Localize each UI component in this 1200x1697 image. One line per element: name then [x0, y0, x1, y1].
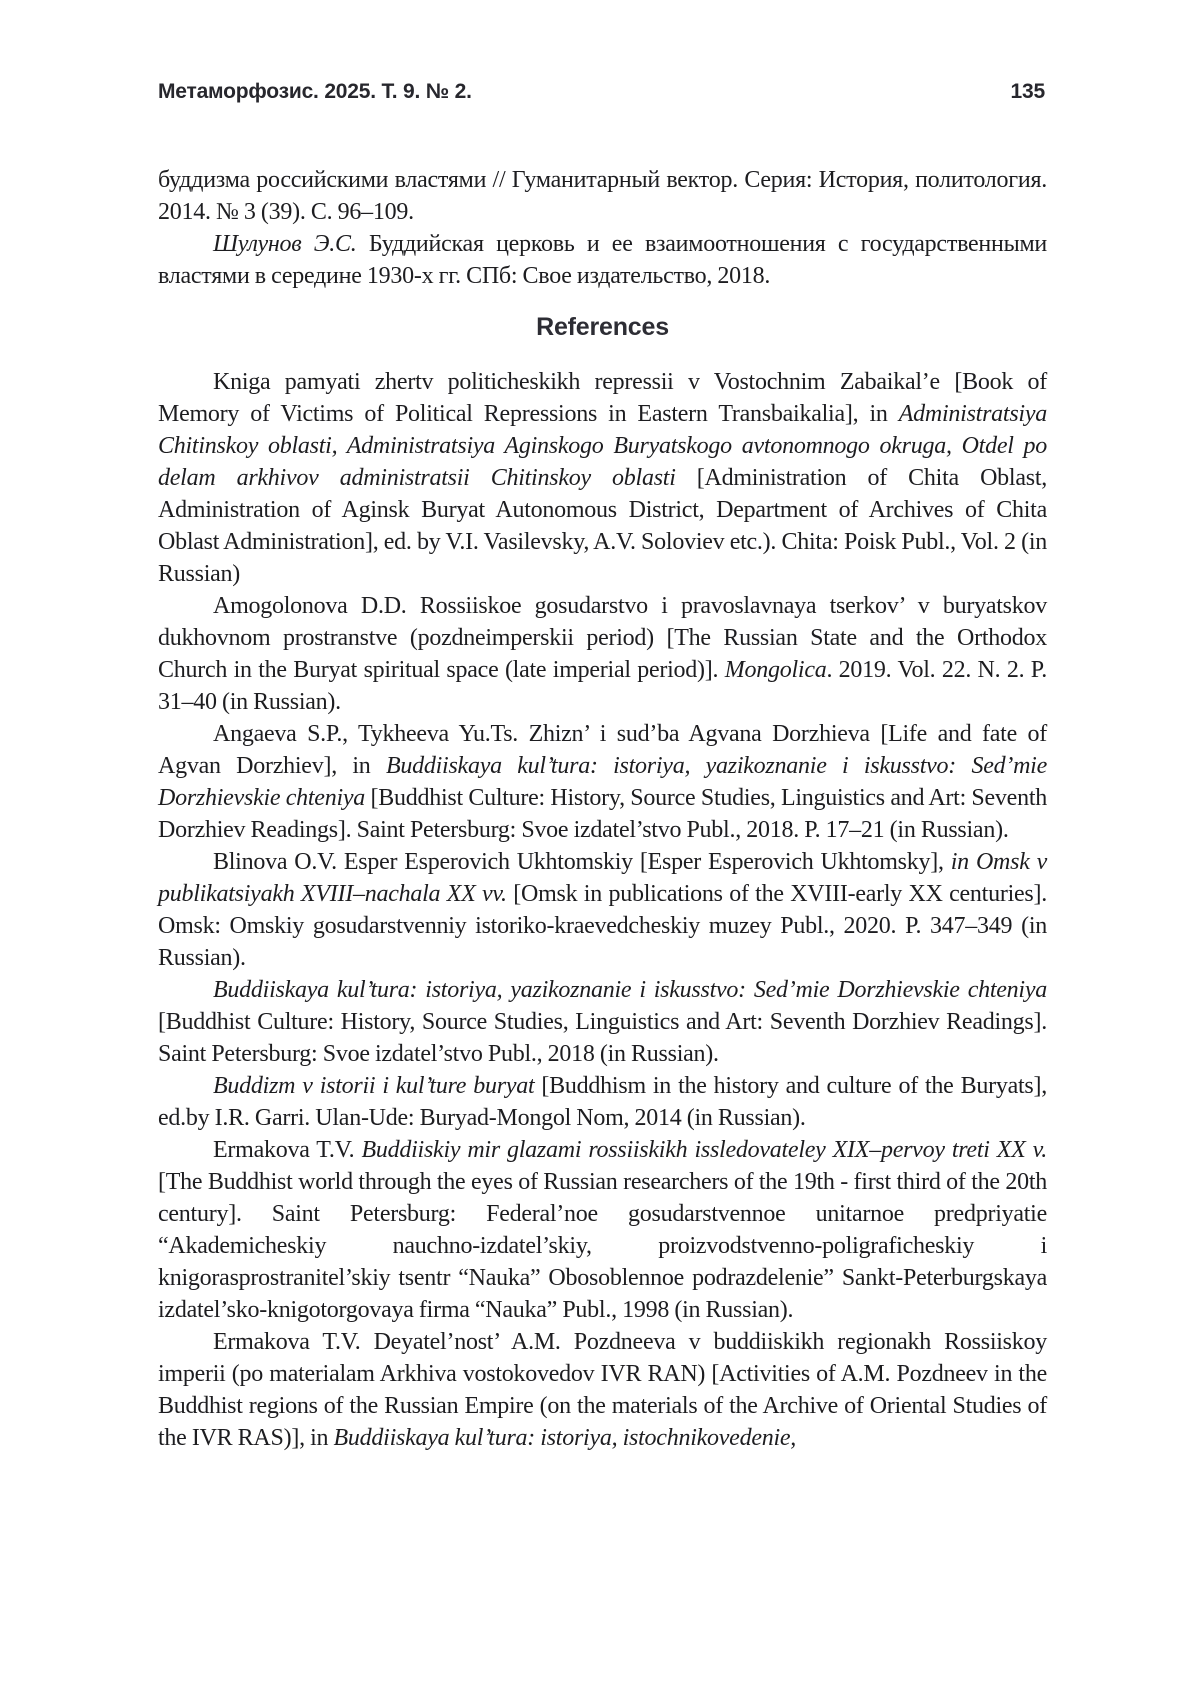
text-segment: буддизма российскими властями // Гуманитарный вектор. Серия: История, политология. 2014. № 3 (39). С. 96–109. [158, 167, 1047, 225]
reference-paragraph [158, 366, 1047, 590]
text-segment: [Buddhism in the history and culture of the Buryats], ed.by I.R. Garri. Ulan-Ude: Buryad-Mongol Nom, 2014 (in Russian). [158, 1073, 1047, 1131]
running-header [158, 80, 1045, 104]
text-segment: Шулунов Э.С. [213, 231, 357, 257]
reference-paragraph [158, 718, 1047, 846]
text-segment: [The Buddhist world through the eyes of Russian researchers of the 19th - first third of the 20th century]. Saint Petersburg: Federal’noe gosudarstvennoe unitarnoe predpriyatie “Akademicheskiy nauchno-izdatel’skiy, proizvodstvenno-poligraficheskiy i knigorasprostranitel’skiy tsentr “Nauka” Obosoblennoe podrazdelenie” Sankt-Peterburgskaya izdatel’sko-knigotorgovaya firma “Nauka” Publ., 1998 (in Russian). [158, 1169, 1047, 1323]
text-segment: Ermakova T.V. [213, 1137, 362, 1163]
text-segment: [Administration of Chita Oblast, Administration of Aginsk Buryat Autonomous District, Department of Archives of Chita Oblast Administration], ed. by V.I. Vasilevsky, A.V. Soloviev etc.). Chita: Poisk Publ., Vol. 2 (in Russian) [158, 465, 1047, 587]
text-segment: Angaeva S.P., Tykheeva Yu.Ts. Zhizn’ i sud’ba Agvana Dorzhieva [Life and fate of Agvan Dorzhiev], in [158, 721, 1047, 779]
russian-reference-paragraph [158, 228, 1047, 292]
text-segment: Buddiiskaya kul’tura: istoriya, yazikoznanie i iskusstvo: Sed’mie Dorzhievskie chteniya [158, 753, 1047, 811]
text-segment: Amogolonova D.D. Rossiiskoe gosudarstvo i pravoslavnaya tserkov’ v buryatskov dukhovnom prostranstve (pozdneimperskii period) [The Russian State and the Orthodox Church in the Buryat spiritual space (late imperial period)]. [158, 593, 1047, 683]
text-segment: . 2019. Vol. 22. N. 2. P. 31–40 (in Russian). [158, 657, 1047, 715]
text-segment: [Buddhist Culture: History, Source Studies, Linguistics and Art: Seventh Dorzhiev Readings]. Saint Petersburg: Svoe izdatel’stvo Publ., 2018. P. 17–21 (in Russian). [158, 785, 1047, 843]
text-segment: Buddiiskaya kul’tura: istoriya, istochnikovedenie, [333, 1425, 797, 1451]
reference-paragraph [158, 974, 1047, 1070]
russian-references-block [158, 164, 1047, 292]
reference-paragraph [158, 1070, 1047, 1134]
reference-paragraph [158, 1134, 1047, 1326]
text-segment: Buddiiskiy mir glazami rossiiskikh issledovateley XIX–pervoy treti XX v. [361, 1137, 1048, 1163]
text-segment: Ermakova T.V. Deyatel’nost’ A.M. Pozdneeva v buddiiskikh regionakh Rossiiskoy imperii (po materialam Arkhiva vostokovedov IVR RAN) [Activities of A.M. Pozdneev in the Buddhist regions of the Russian Empire (on the materials of the Archive of Oriental Studies of the IVR RAS)], in [158, 1329, 1047, 1451]
text-segment: Buddizm v istorii i kul’ture buryat [213, 1073, 535, 1099]
text-segment: Mongolica [724, 657, 827, 683]
text-segment: Kniga pamyati zhertv politicheskikh repressii v Vostochnim Zabaikal’e [Book of Memory of Victims of Political Repressions in Eastern Transbaikalia], in [158, 369, 1047, 427]
references-block [158, 366, 1047, 1454]
text-segment: Буддийская церковь и ее взаимоотношения с государственными властями в середине 1930-х гг. СПб: Свое издательство, 2018. [158, 231, 1048, 289]
reference-paragraph [158, 846, 1047, 974]
references-heading: References [536, 313, 669, 341]
text-segment: in Omsk v publikatsiyakh XVIII–nachala XX vv. [158, 849, 1048, 907]
text-segment: [Omsk in publications of the XVIII-early XX centuries]. Omsk: Omskiy gosudarstvenniy istoriko-kraevedcheskiy muzey Publ., 2020. P. 347–349 (in Russian). [158, 881, 1047, 971]
text-segment: Administratsiya Chitinskoy oblasti, Administratsiya Aginskogo Buryatskogo avtonomnogo okruga, Otdel po delam arkhivov administratsii Chitinskoy oblasti [158, 401, 1047, 491]
journal-citation: Метаморфозис. 2025. Т. 9. № 2. [158, 80, 472, 103]
text-segment: Buddiiskaya kul’tura: istoriya, yazikoznanie i iskusstvo: Sed’mie Dorzhievskie chteniya [213, 977, 1047, 1003]
reference-paragraph [158, 590, 1047, 718]
page-body [158, 164, 1047, 1454]
reference-paragraph [158, 1326, 1047, 1454]
page-number: 135 [1010, 80, 1045, 103]
text-segment: Blinova O.V. Esper Esperovich Ukhtomskiy [Esper Esperovich Ukhtomsky], [213, 849, 951, 875]
text-segment: [Buddhist Culture: History, Source Studies, Linguistics and Art: Seventh Dorzhiev Readings]. Saint Petersburg: Svoe izdatel’stvo Publ., 2018 (in Russian). [158, 1009, 1047, 1067]
russian-reference-paragraph [158, 164, 1047, 228]
